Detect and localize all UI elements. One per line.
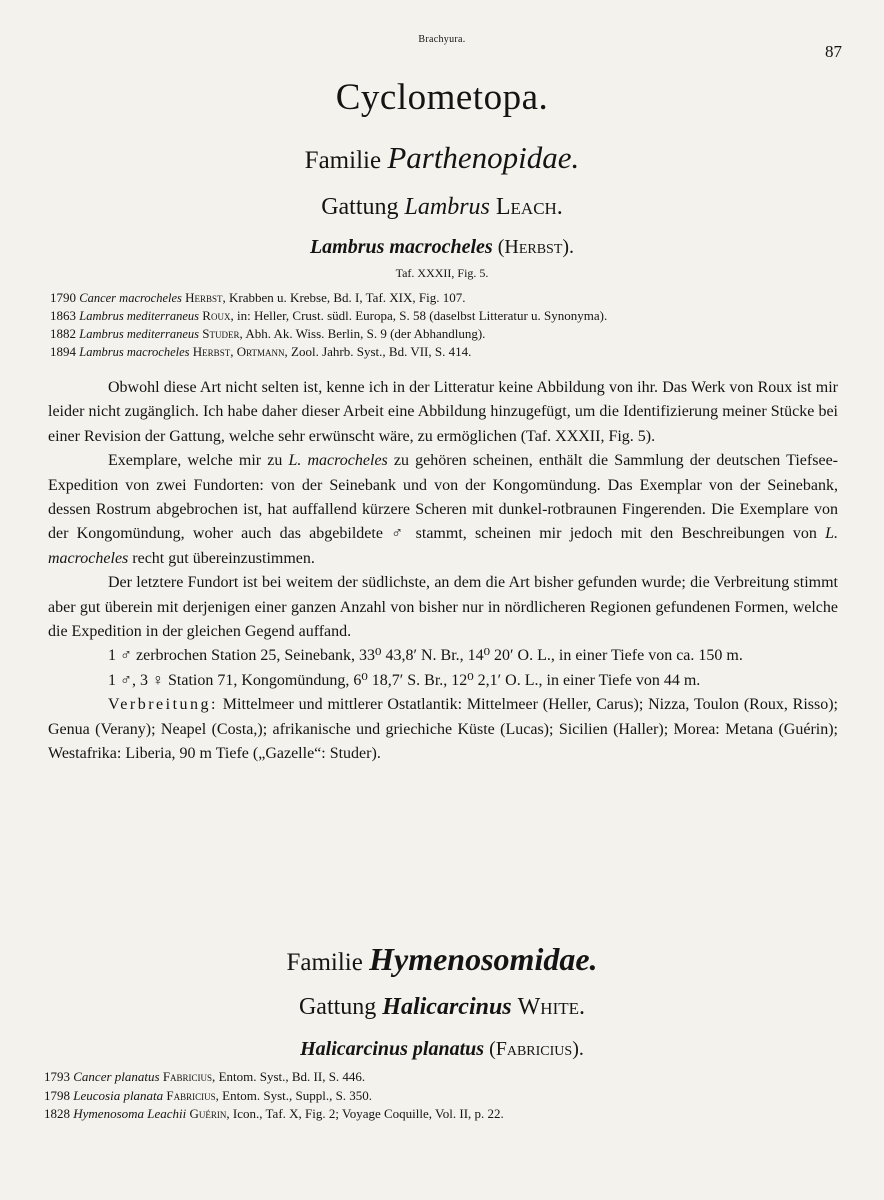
- text-span: Studer,: [202, 326, 243, 341]
- text-span: Hymenosoma Leachii: [73, 1106, 187, 1121]
- family-name: Parthenopidae.: [387, 140, 580, 175]
- text-span: Exemplare, welche mir zu: [108, 452, 289, 470]
- text-span: 1828: [44, 1106, 70, 1121]
- text-span: Cancer planatus: [73, 1069, 160, 1084]
- text-span: 1863: [50, 308, 76, 323]
- paragraph-distribution-note: Der letztere Fundort ist bei weitem der südlichste, an dem die Art bisher gefunden wurde; die Verbreitung stimmt aber gut überein mit derjenigen einer ganzen Anzahl von bisher nur in nördlicheren Regionen gefundenen Formen, welche die Expedition in der gleichen Gegend auffand.: [48, 574, 838, 641]
- text-span: Guérin,: [189, 1106, 230, 1121]
- paragraph-station-25: 1 ♂ zerbrochen Station 25, Seinebank, 33⁰ 43,8′ N. Br., 14⁰ 20′ O. L., in einer Tiefe von ca. 150 m.: [108, 647, 743, 665]
- text-span: L. macrocheles: [48, 525, 838, 567]
- genus-name: Halicarcinus: [382, 994, 512, 1020]
- text-span: Mittelmeer und mittlerer Ostatlantik: Mittelmeer (Heller, Carus); Nizza, Toulon (Roux, Risso); Genua (Verany); Neapel (Costa,); afrikanische und griechiche Küste (Lucas); Sicilien (Haller); Morea: Metana (Guérin); Westafrika: Liberia, 90 m Tiefe („Gazelle“: Studer).: [48, 696, 838, 763]
- text-span: Abh. Ak. Wiss. Berlin, S. 9 (der Abhandlung).: [245, 326, 486, 341]
- text-span: Zool. Jahrb. Syst., Bd. VII, S. 414.: [291, 344, 472, 359]
- text-span: Lambrus mediterraneus: [79, 327, 200, 341]
- text-span: Entom. Syst., Suppl., S. 350.: [222, 1087, 373, 1103]
- synonym-entry: [44, 1068, 504, 1087]
- family-heading-1: [0, 140, 884, 176]
- species-heading-2: [0, 1038, 884, 1061]
- genus-heading-2: [0, 994, 884, 1021]
- synonym-entry: [50, 289, 607, 307]
- species-author: (Fabricius).: [489, 1038, 584, 1060]
- text-span: Herbst, Ortmann,: [192, 344, 288, 359]
- synonym-entry: [50, 307, 607, 325]
- synonym-entry: [50, 343, 607, 361]
- genus-author: Leach.: [495, 194, 563, 220]
- text-span: Leucosia planata: [73, 1087, 164, 1103]
- species-name: Halicarcinus planatus: [300, 1038, 485, 1060]
- synonym-entry: [44, 1087, 504, 1106]
- text-span: zu gehören scheinen, enthält die Sammlung der deutschen Tiefsee-Expedition von zwei Fundorten: von der Seinebank und von der Kongomündung. Das Exemplar von der Seinebank, dessen Rostrum abgebrochen ist, hat auffallend kürzere Scheren mit dunkel-rotbraunen Fingerenden. Die Exemplare von der Kongomündung, woher auch das abgebildete ♂ stammt, scheinen mir jedoch mit den Beschreibungen von: [48, 452, 838, 543]
- genus-prefix: Gattung: [321, 194, 399, 220]
- text-span: Roux,: [202, 308, 234, 323]
- plate-reference: Taf. XXXII, Fig. 5.: [395, 266, 489, 280]
- genus-heading-1: [0, 194, 884, 221]
- text-span: Entom. Syst., Bd. II, S. 446.: [218, 1069, 366, 1084]
- text-span: Lambrus macrocheles: [79, 345, 190, 359]
- text-span: Icon., Taf. X, Fig. 2; Voyage Coquille, Vol. II, p. 22.: [232, 1106, 504, 1121]
- text-span: 1882: [50, 326, 76, 341]
- main-body: [48, 376, 838, 767]
- text-span: 1793: [44, 1069, 70, 1084]
- running-header: Brachyura.: [418, 34, 466, 45]
- genus-prefix: Gattung: [298, 994, 377, 1020]
- synonymy-list-2: [44, 1068, 504, 1124]
- text-span: Krabben u. Krebse, Bd. I, Taf. XIX, Fig. 107.: [229, 290, 466, 305]
- synonym-entry: [44, 1105, 504, 1124]
- text-span: 1894: [50, 344, 76, 359]
- text-span: Verbreitung:: [108, 696, 218, 714]
- paragraph-station-71: 1 ♂, 3 ♀ Station 71, Kongomündung, 6⁰ 18,7′ S. Br., 12⁰ 2,1′ O. L., in einer Tiefe von 44 m.: [108, 671, 701, 689]
- paragraph-specimens: [48, 449, 838, 571]
- genus-author: White.: [517, 994, 586, 1020]
- family-prefix: Familie: [286, 949, 363, 976]
- text-span: Cancer macrocheles: [79, 291, 182, 305]
- text-span: recht gut übereinzustimmen.: [128, 549, 315, 567]
- species-name: Lambrus macrocheles: [309, 236, 493, 258]
- text-span: Herbst,: [185, 290, 226, 305]
- text-span: in: Heller, Crust. südl. Europa, S. 58 (daselbst Litteratur u. Synonyma).: [236, 308, 608, 323]
- text-span: Lambrus mediterraneus: [79, 309, 200, 323]
- text-span: 1798: [44, 1087, 70, 1103]
- synonym-entry: [50, 325, 607, 343]
- genus-name: Lambrus: [404, 194, 490, 220]
- text-span: Fabricius,: [162, 1069, 216, 1084]
- text-span: 1790: [50, 290, 76, 305]
- synonymy-list-1: [50, 289, 607, 361]
- family-heading-2: [0, 941, 884, 978]
- text-span: Fabricius,: [166, 1087, 219, 1103]
- family-prefix: Familie: [304, 147, 382, 174]
- species-heading-1: [0, 236, 884, 259]
- text-span: L. macrocheles: [288, 452, 388, 470]
- family-name: Hymenosomidae.: [369, 941, 598, 977]
- section-title: Cyclometopa.: [335, 77, 549, 118]
- paragraph-verbreitung: [48, 693, 838, 766]
- paragraph-description: Obwohl diese Art nicht selten ist, kenne ich in der Litteratur keine Abbildung von ihr. Das Werk von Roux ist mir leider nicht zugänglich. Ich habe daher dieser Arbeit eine Abbildung hinzugefügt, um die Identifizierung meiner Stücke bei einer Revision der Gattung, welche sehr erwünscht wäre, zu ermöglichen (Taf. XXXII, Fig. 5).: [48, 379, 838, 445]
- species-author: (Herbst).: [497, 236, 575, 258]
- page-number: 87: [825, 42, 842, 61]
